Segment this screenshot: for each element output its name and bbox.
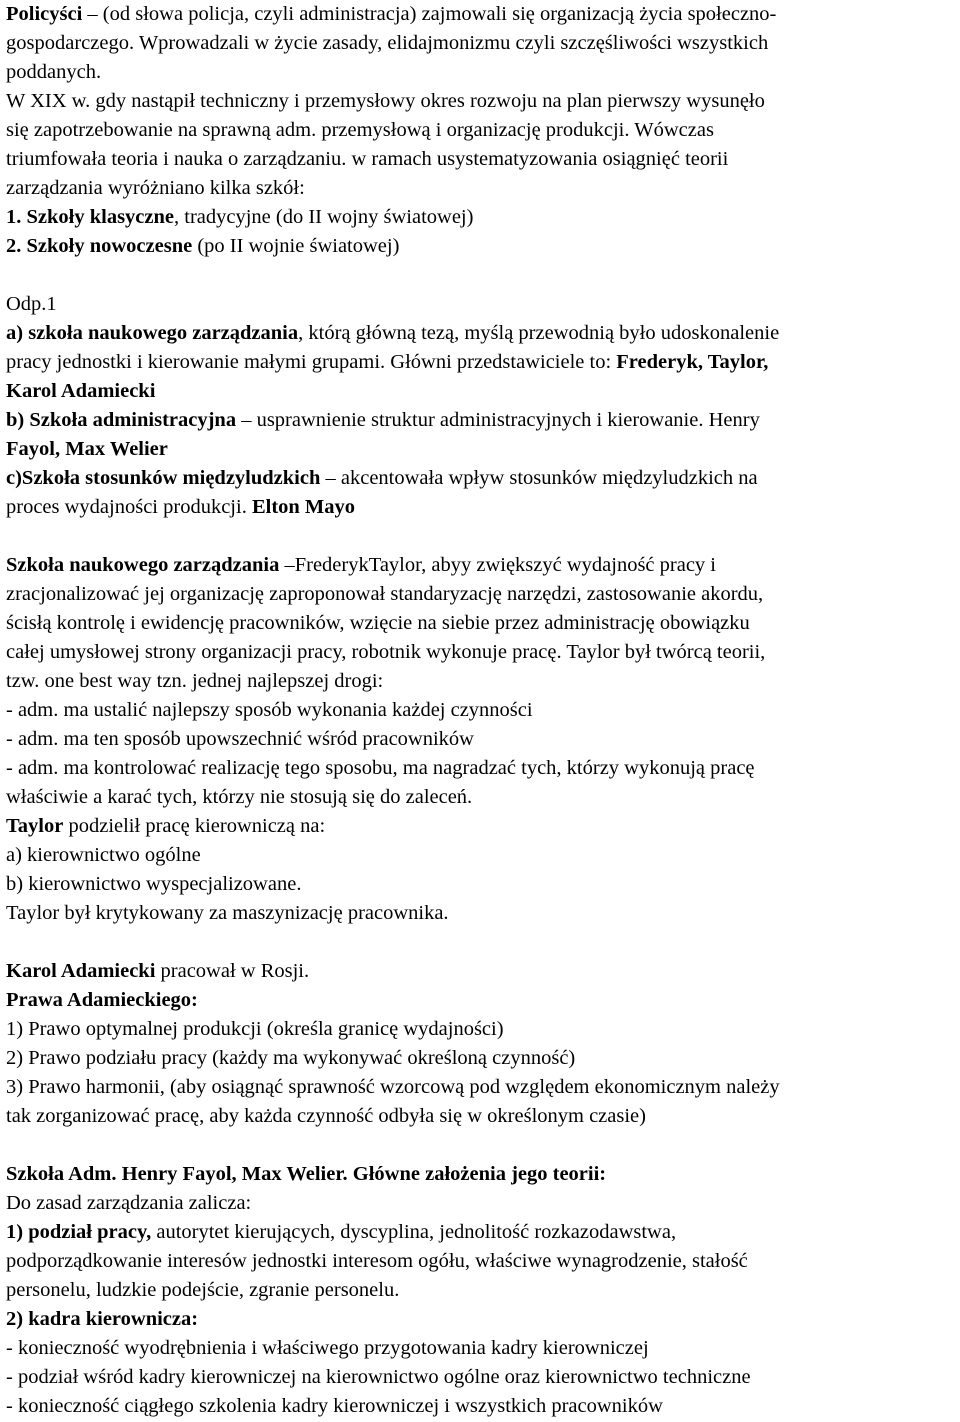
adamiecki-section bbox=[6, 957, 954, 1131]
intro-line: się zapotrzebowanie na sprawną adm. przemysłową i organizację produkcji. Wówczas bbox=[6, 119, 714, 141]
intro-line: zarządzania wyróżniano kilka szkół: bbox=[6, 177, 305, 199]
term: Fayol, Max Welier bbox=[6, 438, 168, 460]
blank-line bbox=[6, 1131, 954, 1160]
text: – (od słowa policja, czyli administracja) zajmowali się organizacją życia społeczno- bbox=[82, 3, 777, 25]
fayol-line bbox=[6, 1218, 954, 1247]
term: 1) podział pracy, bbox=[6, 1221, 152, 1243]
intro-line: triumfowała teoria i nauka o zarządzaniu. w ramach usystematyzowania osiągnięć teorii bbox=[6, 148, 729, 170]
answer-line bbox=[6, 493, 954, 522]
term: Prawa Adamieckiego: bbox=[6, 989, 198, 1011]
term: 2. Szkoły nowoczesne bbox=[6, 235, 193, 257]
answer-line bbox=[6, 435, 954, 464]
list-item: a) kierownictwo ogólne bbox=[6, 844, 201, 866]
fayol-heading bbox=[6, 1160, 954, 1189]
taylor-line: ścisłą kontrolę i ewidencję pracowników, wzięcie na siebie przez administrację obowiązku bbox=[6, 612, 750, 634]
intro-line bbox=[6, 0, 954, 29]
intro-section bbox=[6, 0, 954, 261]
term: a) szkoła naukowego zarządzania bbox=[6, 322, 299, 344]
adamiecki-line bbox=[6, 957, 954, 986]
text: (po II wojnie światowej) bbox=[192, 235, 400, 257]
answer-line bbox=[6, 319, 954, 348]
intro-line: gospodarczego. Wprowadzali w życie zasady, elidajmonizmu czyli szczęśliwości wszystkich bbox=[6, 32, 769, 54]
term: Karol Adamiecki bbox=[6, 960, 156, 982]
taylor-line: tzw. one best way tzn. jednej najlepszej drogi: bbox=[6, 670, 384, 692]
list-item bbox=[6, 232, 954, 261]
text: podzielił pracę kierowniczą na: bbox=[63, 815, 326, 837]
answer-line bbox=[6, 406, 954, 435]
text: – usprawnienie struktur administracyjnych i kierowanie. Henry bbox=[236, 409, 760, 431]
list-item: - konieczność ciągłego szkolenia kadry kierowniczej i wszystkich pracowników bbox=[6, 1395, 663, 1417]
taylor-line bbox=[6, 551, 954, 580]
term: Taylor bbox=[6, 815, 64, 837]
term: Szkoła Adm. Henry Fayol, Max Welier. Główne założenia jego teorii: bbox=[6, 1163, 607, 1185]
term: c)Szkoła stosunków międzyludzkich bbox=[6, 467, 321, 489]
taylor-line bbox=[6, 812, 954, 841]
list-item: b) kierownictwo wyspecjalizowane. bbox=[6, 873, 302, 895]
list-item: 2) Prawo podziału pracy (każdy ma wykonywać określoną czynność) bbox=[6, 1047, 576, 1069]
text: , którą główną tezą, myślą przewodnią było udoskonalenie bbox=[298, 322, 780, 344]
fayol-section bbox=[6, 1160, 954, 1421]
taylor-line: całej umysłowej strony organizacji pracy, robotnik wykonuje pracę. Taylor był twórcą teorii, bbox=[6, 641, 766, 663]
term: 1. Szkoły klasyczne bbox=[6, 206, 174, 228]
fayol-line bbox=[6, 1305, 954, 1334]
list-item: - adm. ma ten sposób upowszechnić wśród pracowników bbox=[6, 728, 474, 750]
intro-line: poddanych. bbox=[6, 61, 102, 83]
list-item: 3) Prawo harmonii, (aby osiągnąć sprawność wzorcową pod względem ekonomicznym należy bbox=[6, 1076, 780, 1098]
blank-line bbox=[6, 261, 954, 290]
term: b) Szkoła administracyjna bbox=[6, 409, 237, 431]
answer-line bbox=[6, 348, 954, 377]
text: , tradycyjne (do II wojny światowej) bbox=[174, 206, 474, 228]
answer-line bbox=[6, 464, 954, 493]
answer-section bbox=[6, 290, 954, 522]
text: pracował w Rosji. bbox=[155, 960, 310, 982]
taylor-line: właściwie a karać tych, którzy nie stosują się do zaleceń. bbox=[6, 786, 473, 808]
blank-line bbox=[6, 522, 954, 551]
text: – akcentowała wpływ stosunków międzyludzkich na bbox=[320, 467, 758, 489]
answer-label: Odp.1 bbox=[6, 293, 57, 315]
list-item: - adm. ma kontrolować realizację tego sposobu, ma nagradzać tych, którzy wykonują pracę bbox=[6, 757, 755, 779]
text: autorytet kierujących, dyscyplina, jednolitość rozkazodawstwa, bbox=[151, 1221, 677, 1243]
list-item: - konieczność wyodrębnienia i właściwego przygotowania kadry kierowniczej bbox=[6, 1337, 649, 1359]
list-item: - adm. ma ustalić najlepszy sposób wykonania każdej czynności bbox=[6, 699, 533, 721]
intro-line: W XIX w. gdy nastąpił techniczny i przemysłowy okres rozwoju na plan pierwszy wysunęło bbox=[6, 90, 765, 112]
text: pracy jednostki i kierowanie małymi grupami. Główni przedstawiciele to: bbox=[6, 351, 617, 373]
list-item bbox=[6, 203, 954, 232]
taylor-line: zracjonalizować jej organizację zaproponował standaryzację narzędzi, zastosowanie akordu, bbox=[6, 583, 764, 605]
fayol-line: podporządkowanie interesów jednostki interesom ogółu, właściwe wynagrodzenie, stałość bbox=[6, 1250, 748, 1272]
adamiecki-heading bbox=[6, 986, 954, 1015]
text: proces wydajności produkcji. bbox=[6, 496, 252, 518]
text: –FrederykTaylor, abyy zwiększyć wydajność pracy i bbox=[279, 554, 716, 576]
fayol-line: personelu, ludzkie podejście, zgranie personelu. bbox=[6, 1279, 400, 1301]
term: Frederyk, Taylor, bbox=[616, 351, 769, 373]
fayol-line: Do zasad zarządzania zalicza: bbox=[6, 1192, 252, 1214]
blank-line bbox=[6, 928, 954, 957]
list-item: - podział wśród kadry kierowniczej na kierownictwo ogólne oraz kierownictwo techniczne bbox=[6, 1366, 751, 1388]
taylor-line: Taylor był krytykowany za maszynizację pracownika. bbox=[6, 902, 449, 924]
taylor-section bbox=[6, 551, 954, 928]
term: Karol Adamiecki bbox=[6, 380, 156, 402]
term-policysci: Policyści bbox=[6, 3, 83, 25]
term: 2) kadra kierownicza: bbox=[6, 1308, 199, 1330]
term: Szkoła naukowego zarządzania bbox=[6, 554, 280, 576]
term: Elton Mayo bbox=[251, 496, 356, 518]
adamiecki-line: tak zorganizować pracę, aby każda czynność odbyła się w określonym czasie) bbox=[6, 1105, 646, 1127]
list-item: 1) Prawo optymalnej produkcji (określa granicę wydajności) bbox=[6, 1018, 504, 1040]
answer-line bbox=[6, 377, 954, 406]
